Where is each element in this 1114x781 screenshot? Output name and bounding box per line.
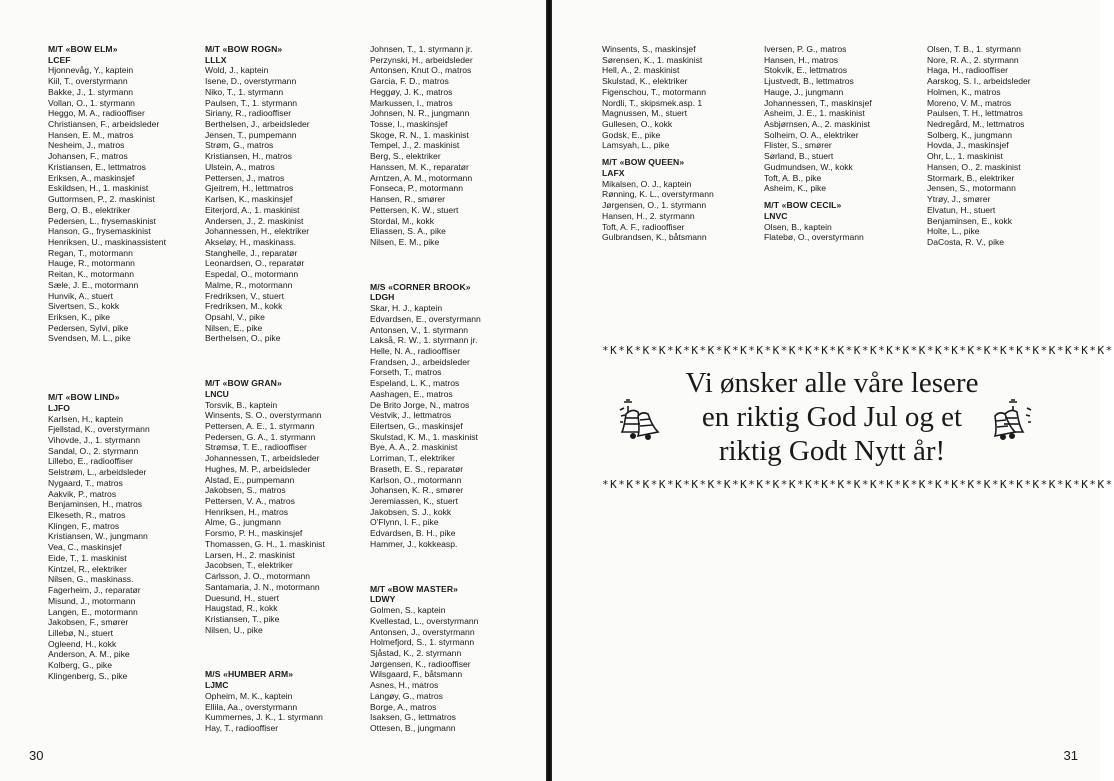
crew-member: Edvardsen, E., overstyrmann — [370, 313, 481, 324]
section-spacer — [205, 344, 353, 378]
crew-member: Misund, J., motormann — [48, 595, 136, 606]
ship-section — [370, 282, 532, 550]
crew-member: Fagerheim, J., reparatør — [48, 585, 141, 596]
ship-section — [370, 44, 532, 248]
call-sign: LLLX — [205, 54, 227, 65]
crew-member: Solheim, O. A., elektriker — [764, 129, 859, 140]
crew-member: Henriksen, H., matros — [205, 506, 289, 517]
crew-member: Karlsen, K., maskinsjef — [205, 194, 293, 205]
crew-member: Gudmundsen, W., kokk — [764, 161, 853, 172]
crew-member: Hansen, E. M., matros — [48, 129, 134, 140]
ship-section — [48, 44, 186, 344]
crew-member: Skoge, R. N., 1. maskinist — [370, 129, 469, 140]
crew-member: Leonardsen, O., reparatør — [205, 258, 305, 269]
crew-member: Jensen, T., pumpemann — [205, 129, 297, 140]
greeting-line-2: en riktig God Jul og et — [701, 401, 963, 433]
crew-member: Asheim, J. E., 1. maskinist — [764, 108, 865, 119]
crew-member: Nilsen, E. M., pike — [370, 236, 440, 247]
crew-member: Reitan, K., motormann — [48, 269, 134, 280]
crew-member: Torsvik, B., kaptein — [205, 399, 278, 410]
crew-member: Winsents, S. O., overstyrmann — [205, 410, 322, 421]
crew-member: Moreno, V. M., matros — [927, 97, 1012, 108]
greeting-line-1: Vi ønsker alle våre lesere — [685, 367, 979, 399]
column-1 — [48, 44, 186, 682]
crew-member: Kristiansen, W., jungmann — [48, 531, 148, 542]
crew-member: Alstad, E., pumpemann — [205, 474, 295, 485]
crew-member: Sørland, B., stuert — [764, 151, 834, 162]
crew-member: Haga, H., radiooffiser — [927, 65, 1009, 76]
crew-member: Akseløy, H., maskinass. — [205, 236, 297, 247]
crew-member: Holmefjord, S., 1. styrmann — [370, 637, 475, 648]
crew-member: Christiansen, F., arbeidsleder — [48, 119, 160, 130]
crew-member: Nesheim, J., matros — [48, 140, 125, 151]
crew-member: Hansen, R., smører — [370, 194, 445, 205]
crew-member: Hughes, M. P., arbeidsleder — [205, 463, 311, 474]
crew-member: Bye, A. A., 2. maskinist — [370, 442, 458, 453]
crew-member: Jakobsen, F., smører — [48, 617, 129, 628]
crew-member: Garcia, F. D., matros — [370, 76, 449, 87]
ship-section — [48, 392, 186, 681]
ship-name: M/S «CORNER BROOK» — [370, 281, 471, 292]
crew-member: Berg, S., elektriker — [370, 151, 441, 162]
crew-member: Opheim, M. K., kaptein — [205, 690, 293, 701]
crew-member: Gullesen, O., kokk — [602, 119, 673, 130]
crew-member: Jakobsen, S., matros — [205, 485, 286, 496]
crew-member: Bakke, J., 1. styrmann — [48, 86, 134, 97]
crew-member: Sørensen, K., 1. maskinist — [602, 54, 703, 65]
ship-name: M/T «BOW CECIL» — [764, 200, 842, 211]
crew-member: Nordli, T., skipsmek.asp. 1 — [602, 97, 703, 108]
crew-member: Vihovde, J., 1. styrmann — [48, 435, 141, 445]
crew-member: Godsk, E., pike — [602, 129, 661, 140]
crew-member: Nygaard, T., matros — [48, 477, 123, 488]
crew-member: Malme, R., motormann — [205, 279, 293, 290]
ship-name: M/T «BOW LIND» — [48, 392, 120, 403]
crew-member: Kintzel, R., elektriker — [48, 563, 127, 574]
ship-section — [370, 584, 532, 734]
crew-member: Nedregård, M., lettmatros — [927, 119, 1025, 130]
right-page — [552, 0, 1114, 781]
crew-member: Ytrøy, J., smører — [927, 194, 991, 205]
crew-member: Johansen, K. R., smører — [370, 485, 464, 496]
crew-member: Sæle, J. E., motormann — [48, 279, 139, 290]
crew-member: Vestvik, J., lettmatros — [370, 410, 452, 421]
decorative-border-top: *K*K*K*K*K*K*K*K*K*K*K*K*K*K*K*K*K*K*K*K*K*K*K*K*K*K*K*K*K*K*K* — [602, 344, 1114, 357]
call-sign: LDGH — [370, 292, 395, 303]
crew-member: Flister, S., smører — [764, 140, 832, 151]
section-spacer — [205, 635, 353, 669]
left-page — [0, 0, 546, 781]
crew-member: Toft, A. F., radiooffiser — [602, 221, 685, 232]
crew-member: Antonsen, Knut O., matros — [370, 65, 472, 76]
crew-member: Berthelsen, O., pike — [205, 333, 281, 344]
crew-member: Skulstad, K., elektriker — [602, 76, 688, 87]
crew-member: Mikalsen, O. J., kaptein — [602, 178, 692, 189]
crew-member: O'Flynn, I. F., pike — [370, 517, 439, 528]
crew-member: DaCosta, R. V., pike — [927, 236, 1005, 247]
crew-member: Stormark, B., elektriker — [927, 172, 1015, 183]
crew-member: Espedal, O., motormann — [205, 269, 299, 280]
call-sign: LCEF — [48, 54, 71, 65]
crew-member: Lillebø, N., stuert — [48, 627, 113, 638]
crew-member: Solberg, K., jungmann — [927, 129, 1013, 140]
crew-member: Hay, T., radiooffiser — [205, 722, 279, 733]
ship-section — [205, 669, 353, 733]
crew-member: Gulbrandsen, K., båtsmann — [602, 232, 707, 243]
crew-member: Antonsen, V., 1. styrmann — [370, 324, 469, 335]
crew-member: Hansen, H., matros — [764, 54, 839, 65]
crew-member: Toft, A. B., pike — [764, 172, 822, 183]
crew-member: Helle, N. A., radiooffiser — [370, 345, 461, 356]
section-spacer — [48, 344, 186, 392]
crew-member: Pedersen, Sylvi, pike — [48, 322, 129, 333]
column-2 — [205, 44, 353, 734]
crew-member: Lakså, R. W., 1. styrmann jr. — [370, 335, 478, 346]
crew-member: Nilsen, E., pike — [205, 322, 263, 333]
crew-member: Henriksen, U., maskinassistent — [48, 236, 166, 247]
crew-member: Eliassen, S. A., pike — [370, 226, 446, 237]
crew-member: Hauge, R., motormann — [48, 258, 135, 269]
crew-member: Anderson, A. M., pike — [48, 649, 130, 660]
crew-member: Johannessen, T., maskinsjef — [764, 97, 872, 108]
crew-member: Paulsen, T., 1. styrmann — [205, 97, 298, 108]
crew-member: Larsen, H., 2. maskinist — [205, 549, 295, 560]
crew-member: Jakobsen, S. J., kokk — [370, 506, 452, 517]
crew-member: Braseth, E. S., reparatør — [370, 463, 464, 474]
ship-section — [764, 200, 922, 243]
ship-section — [602, 44, 752, 151]
crew-member: Thomassen, G. H., 1. maskinist — [205, 538, 325, 549]
crew-member: Siriany, R., radiooffiser — [205, 108, 292, 119]
crew-member: Ohr, L., 1. maskinist — [927, 151, 1003, 162]
crew-member: Strøm, G., matros — [205, 140, 274, 151]
crew-member: Kiil, T., overstyrmann — [48, 76, 128, 87]
ship-name: M/T «BOW ELM» — [48, 44, 118, 54]
crew-member: Nore, R. A., 2. styrmann — [927, 54, 1019, 65]
crew-member: Wilsgaard, F., båtsmann — [370, 669, 463, 680]
crew-member: Johnsen, T., 1. styrmann jr. — [370, 44, 473, 54]
crew-member: Espeland, L. K., matros — [370, 378, 460, 389]
crew-member: De Brito Jorge, N., matros — [370, 399, 470, 410]
crew-member: Skulstad, K. M., 1. maskinist — [370, 431, 478, 442]
crew-member: Berthelsen, J., arbeidsleder — [205, 119, 310, 130]
call-sign: LJFO — [48, 402, 70, 413]
crew-member: Klingen, F., matros — [48, 520, 120, 531]
crew-member: Ellila, Aa., overstyrmann — [205, 701, 298, 712]
crew-member: Vollan, O., 1. styrmann — [48, 97, 135, 108]
crew-member: Pettersen, V. A., matros — [205, 496, 295, 507]
ship-section — [205, 378, 353, 635]
crew-member: Karlsen, H., kaptein — [48, 413, 123, 424]
ship-name: M/S «HUMBER ARM» — [205, 669, 294, 680]
call-sign: LJMC — [205, 680, 229, 691]
crew-member: Opsahl, V., pike — [205, 311, 265, 322]
crew-member: Carlsson, J. O., motormann — [205, 571, 311, 582]
crew-member: Hansen, O., 2. maskinist — [927, 161, 1021, 172]
crew-member: Klingenberg, S., pike — [48, 670, 128, 681]
crew-member: Jørgensen, O., 1. styrmann — [602, 200, 707, 211]
crew-member: Sjåstad, K., 2. styrmann — [370, 647, 462, 658]
crew-member: Langøy, G., matros — [370, 690, 443, 701]
crew-member: Magnussen, M., stuert — [602, 108, 688, 119]
crew-member: Asnes, H., matros — [370, 680, 439, 691]
crew-member: Isaksen, G., lettmatros — [370, 712, 456, 723]
ship-section — [602, 157, 752, 243]
crew-member: Kolberg, G., pike — [48, 660, 113, 671]
crew-member: Hammer, J., kokkeasp. — [370, 538, 458, 549]
column-6 — [927, 44, 1087, 248]
crew-member: Karlson, O., motormann — [370, 474, 462, 485]
christmas-bells-icon — [989, 398, 1033, 446]
crew-member: Svendsen, M. L., pike — [48, 333, 131, 344]
crew-member: Nilsen, G., maskinass. — [48, 574, 134, 585]
crew-member: Jensen, S., motormann — [927, 183, 1016, 194]
crew-member: Stokvik, E., lettmatros — [764, 65, 848, 76]
crew-member: Isene, D., overstyrmann — [205, 76, 297, 87]
crew-member: Hjonnevåg, Y., kaptein — [48, 65, 134, 76]
crew-member: Kristiansen, T., pike — [205, 613, 280, 624]
crew-member: Heggøy, J. K., matros — [370, 86, 453, 97]
crew-member: Kvellestad, L., overstyrmann — [370, 615, 479, 626]
crew-member: Olsen, T. B., 1. styrmann — [927, 44, 1021, 54]
crew-member: Regan, T., motormann — [48, 247, 133, 258]
crew-member: Tosse, I., maskinsjef — [370, 119, 448, 130]
crew-member: Hanson, G., frysemaskinist — [48, 226, 151, 237]
crew-member: Forsmo, P. H., maskinsjef — [205, 528, 303, 539]
crew-member: Perzynski, H., arbeidsleder — [370, 54, 473, 65]
column-5 — [764, 44, 922, 243]
crew-member: Golmen, S., kaptein — [370, 605, 446, 616]
crew-member: Pettersen, A. E., 1. styrmann — [205, 421, 315, 431]
crew-member: Haugstad, R., kokk — [205, 603, 278, 614]
crew-member: Strømsø, T. E., radiooffiser — [205, 442, 307, 453]
crew-member: Kristiansen, H., matros — [205, 151, 292, 162]
crew-member: Ulstein, A., matros — [205, 161, 275, 172]
crew-member: Hell, A., 2. maskinist — [602, 65, 680, 76]
crew-member: Frandsen, J., arbeidsleder — [370, 356, 470, 367]
crew-member: Heggo, M. A., radiooffiser — [48, 108, 145, 119]
crew-member: Eriksen, A., maskinsjef — [48, 172, 135, 183]
crew-member: Duesund, H., stuert — [205, 592, 280, 603]
call-sign: LNVC — [764, 210, 788, 221]
crew-member: Stanghelle, J., reparatør — [205, 247, 298, 258]
crew-member: Arntzen, A. M., motormann — [370, 172, 473, 183]
crew-member: Pedersen, G. A., 1. styrmann — [205, 431, 316, 442]
crew-member: Fonseca, P., motormann — [370, 183, 463, 194]
crew-member: Ottesen, B., jungmann — [370, 722, 456, 733]
ship-name: M/T «BOW MASTER» — [370, 583, 459, 594]
crew-member: Aarskog, S. I., arbeidsleder — [927, 76, 1031, 87]
crew-member: Aashagen, E., matros — [370, 388, 453, 399]
crew-member: Hauge, J., jungmann — [764, 86, 844, 97]
section-spacer — [370, 248, 532, 282]
crew-member: Antonsen, J., overstyrmann — [370, 626, 475, 637]
crew-member: Ogleend, H., kokk — [48, 638, 117, 649]
crew-member: Tempel, J., 2. maskinist — [370, 140, 460, 151]
crew-member: Rønning, K. L., overstyrmann — [602, 189, 714, 200]
crew-member: Guttormsen, P., 2. maskinist — [48, 194, 155, 205]
crew-member: Figenschou, T., motormann — [602, 86, 706, 97]
crew-member: Nilsen, U., pike — [205, 624, 263, 635]
column-4 — [602, 44, 752, 243]
crew-member: Stordal, M., kokk — [370, 215, 434, 226]
crew-member: Elvatun, H., stuert — [927, 204, 996, 215]
crew-member: Sandal, O., 2. styrmann — [48, 445, 139, 456]
crew-member: Johannessen, H., elektriker — [205, 226, 310, 237]
crew-member: Berg, O. B., elektriker — [48, 204, 131, 215]
crew-member: Edvardsen, B. H., pike — [370, 528, 456, 539]
crew-member: Ljustvedt, B., lettmatros — [764, 76, 854, 87]
crew-member: Skar, H. J., kaptein — [370, 303, 443, 314]
crew-member: Eriksen, K., pike — [48, 311, 111, 322]
column-3 — [370, 44, 532, 734]
crew-member: Lorriman, T., elektriker — [370, 453, 455, 464]
call-sign: LDWY — [370, 594, 396, 605]
crew-member: Borge, A., matros — [370, 701, 437, 712]
crew-member: Lillebo, E., radiooffiser — [48, 456, 133, 467]
decorative-border-bottom: *K*K*K*K*K*K*K*K*K*K*K*K*K*K*K*K*K*K*K*K*K*K*K*K*K*K*K*K*K*K*K* — [602, 478, 1114, 491]
crew-member: Alme, G., jungmann — [205, 517, 281, 528]
crew-member: Fjellstad, K., overstyrmann — [48, 424, 150, 435]
ship-section — [764, 44, 922, 194]
crew-member: Hunvik, A., stuert — [48, 290, 113, 301]
greeting-line-3: riktig Godt Nytt år! — [718, 435, 946, 467]
crew-member: Selstrøm, L., arbeidsleder — [48, 467, 147, 478]
crew-member: Iversen, P. G., matros — [764, 44, 847, 54]
crew-member: Benjaminsen, H., matros — [48, 499, 143, 510]
ship-section — [205, 44, 353, 344]
ship-section — [927, 44, 1087, 248]
crew-member: Gjeitrem, H., lettmatros — [205, 183, 294, 194]
crew-member: Jeremiassen, K., stuert — [370, 496, 458, 507]
crew-member: Benjaminsen, E., kokk — [927, 215, 1013, 226]
crew-member: Markussen, I., matros — [370, 97, 453, 108]
crew-member: Johannessen, T., arbeidsleder — [205, 453, 320, 464]
crew-member: Sivertsen, S., kokk — [48, 301, 120, 312]
crew-member: Lamsyah, L., pike — [602, 140, 670, 151]
crew-member: Vea, C., maskinsjef — [48, 542, 122, 553]
crew-member: Fredriksen, V., stuert — [205, 290, 284, 301]
crew-member: Eilertsen, G., maskinsjef — [370, 421, 463, 431]
crew-member: Pettersen, J., matros — [205, 172, 285, 183]
crew-member: Jacobsen, T., elektriker — [205, 560, 293, 571]
crew-member: Johnsen, N. R., jungmann — [370, 108, 470, 119]
crew-member: Olsen, B., kaptein — [764, 221, 832, 232]
ship-name: M/T «BOW ROGN» — [205, 44, 283, 54]
crew-member: Wold, J., kaptein — [205, 65, 269, 76]
christmas-greeting — [652, 366, 1012, 468]
crew-member: Kummernes, J. K., 1. styrmann — [205, 712, 323, 723]
crew-member: Hansen, H., 2. styrmann — [602, 210, 695, 221]
ship-name: M/T «BOW QUEEN» — [602, 157, 685, 168]
crew-member: Flatebø, O., overstyrmann — [764, 232, 864, 243]
crew-member: Kristiansen, E., lettmatros — [48, 161, 146, 172]
crew-member: Eide, T., 1. maskinist — [48, 552, 127, 563]
ship-name: M/T «BOW GRAN» — [205, 378, 282, 389]
crew-member: Holte, L., pike — [927, 226, 980, 237]
section-spacer — [370, 550, 532, 584]
crew-member: Hanssen, M. K., reparatør — [370, 161, 469, 172]
crew-member: Asbjørnsen, A., 2. maskinist — [764, 119, 871, 130]
crew-member: Forseth, T., matros — [370, 367, 442, 378]
crew-member: Holmen, K., matros — [927, 86, 1001, 97]
call-sign: LAFX — [602, 167, 625, 178]
crew-member: Hovda, J., maskinsjef — [927, 140, 1009, 151]
crew-member: Santamaria, J. N., motormann — [205, 581, 320, 592]
crew-member: Paulsen, T. H., lettmatros — [927, 108, 1023, 119]
crew-member: Johansen, F., matros — [48, 151, 128, 162]
crew-member: Pedersen, L., frysemaskinist — [48, 215, 156, 226]
call-sign: LNCU — [205, 388, 229, 399]
crew-member: Langen, E., motormann — [48, 606, 138, 617]
page-number-right: 31 — [1063, 748, 1078, 763]
crew-member: Andersen, J., 2. maskinist — [205, 215, 304, 226]
crew-member: Jørgensen, K., radiooffiser — [370, 658, 471, 669]
crew-member: Eiterjord, A., 1. maskinist — [205, 204, 300, 215]
crew-member: Aakvik, P., matros — [48, 488, 117, 499]
crew-member: Pettersen, K. W., stuert — [370, 204, 459, 215]
crew-member: Niko, T., 1. styrmann — [205, 86, 284, 97]
crew-member: Fredriksen, M., kokk — [205, 301, 283, 312]
crew-member: Elkeseth, R., matros — [48, 510, 126, 521]
crew-member: Asheim, K., pike — [764, 183, 827, 194]
crew-member: Winsents, S., maskinsjef — [602, 44, 696, 54]
page-number-left: 30 — [29, 748, 44, 763]
crew-member: Eskildsen, H., 1. maskinist — [48, 183, 149, 194]
